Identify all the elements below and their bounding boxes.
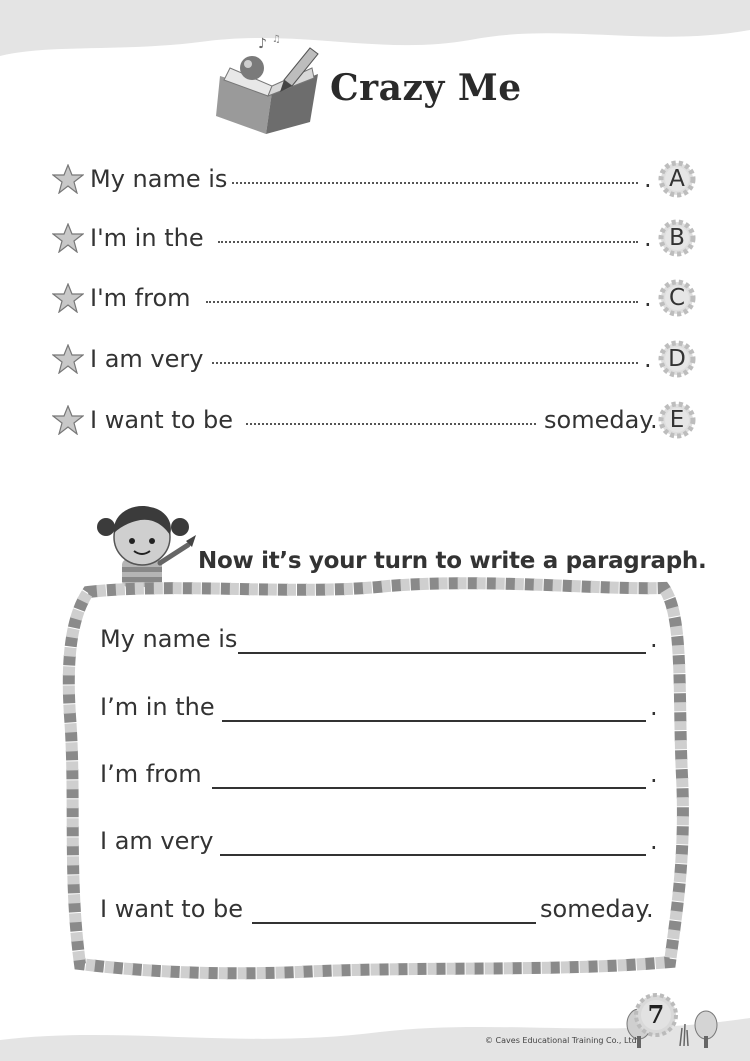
fill-in-row — [52, 160, 702, 200]
line-lead-text: I’m from — [100, 760, 202, 788]
row-period: . — [644, 165, 652, 193]
fill-in-row — [52, 279, 702, 319]
row-period: . — [644, 345, 652, 373]
answer-underline[interactable] — [222, 720, 646, 722]
grass-icon — [676, 1022, 692, 1046]
line-end-text: . — [650, 760, 658, 788]
writing-line — [100, 755, 660, 795]
answer-underline[interactable] — [220, 854, 646, 856]
badge-letter: B — [669, 225, 685, 251]
row-period: . — [644, 284, 652, 312]
section-heading: Now it’s your turn to write a paragraph. — [198, 548, 707, 574]
tree-icon — [692, 1010, 720, 1048]
book-pencil-icon — [214, 30, 326, 138]
writing-line — [100, 890, 660, 930]
dotted-blank[interactable] — [212, 362, 638, 364]
star-icon — [52, 283, 84, 313]
row-lead-text: My name is — [90, 165, 228, 193]
writing-line — [100, 822, 660, 862]
page-title: Crazy Me — [330, 67, 522, 109]
dotted-blank[interactable] — [206, 301, 638, 303]
writing-line — [100, 688, 660, 728]
line-end-text: someday. — [540, 895, 654, 923]
star-icon — [52, 223, 84, 253]
svg-text:♫: ♫ — [272, 34, 281, 45]
dotted-blank[interactable] — [218, 241, 638, 243]
page-number: 7 — [647, 1000, 665, 1029]
answer-underline[interactable] — [252, 922, 536, 924]
row-lead-text: I'm in the — [90, 224, 204, 252]
badge-letter: E — [669, 407, 685, 433]
letter-badge — [658, 340, 696, 378]
copyright-text: © Caves Educational Training Co., Ltd — [485, 1036, 637, 1045]
row-lead-text: I want to be — [90, 406, 234, 434]
line-lead-text: I am very — [100, 827, 214, 855]
answer-underline[interactable] — [238, 652, 646, 654]
dotted-blank[interactable] — [246, 423, 536, 425]
star-icon — [52, 344, 84, 374]
badge-letter: A — [669, 166, 685, 192]
line-lead-text: I want to be — [100, 895, 244, 923]
fill-in-row — [52, 340, 702, 380]
star-icon — [52, 164, 84, 194]
row-lead-text: I am very — [90, 345, 204, 373]
top-wave-band — [0, 0, 750, 56]
line-end-text: . — [650, 693, 658, 721]
svg-text:♪: ♪ — [258, 36, 267, 52]
fill-in-row — [52, 219, 702, 259]
badge-letter: D — [668, 346, 686, 372]
row-lead-text: I'm from — [90, 284, 191, 312]
answer-underline[interactable] — [212, 787, 646, 789]
dotted-blank[interactable] — [232, 182, 638, 184]
row-suffix-text: someday. — [544, 406, 658, 434]
star-icon — [52, 405, 84, 435]
letter-badge — [658, 219, 696, 257]
line-lead-text: My name is — [100, 625, 238, 653]
writing-line — [100, 620, 660, 660]
line-end-text: . — [650, 827, 658, 855]
line-lead-text: I’m in the — [100, 693, 215, 721]
row-period: . — [644, 224, 652, 252]
letter-badge — [658, 279, 696, 317]
fill-in-row — [52, 401, 702, 441]
letter-badge — [658, 160, 696, 198]
badge-letter: C — [668, 285, 686, 311]
line-end-text: . — [650, 625, 658, 653]
letter-badge — [658, 401, 696, 439]
